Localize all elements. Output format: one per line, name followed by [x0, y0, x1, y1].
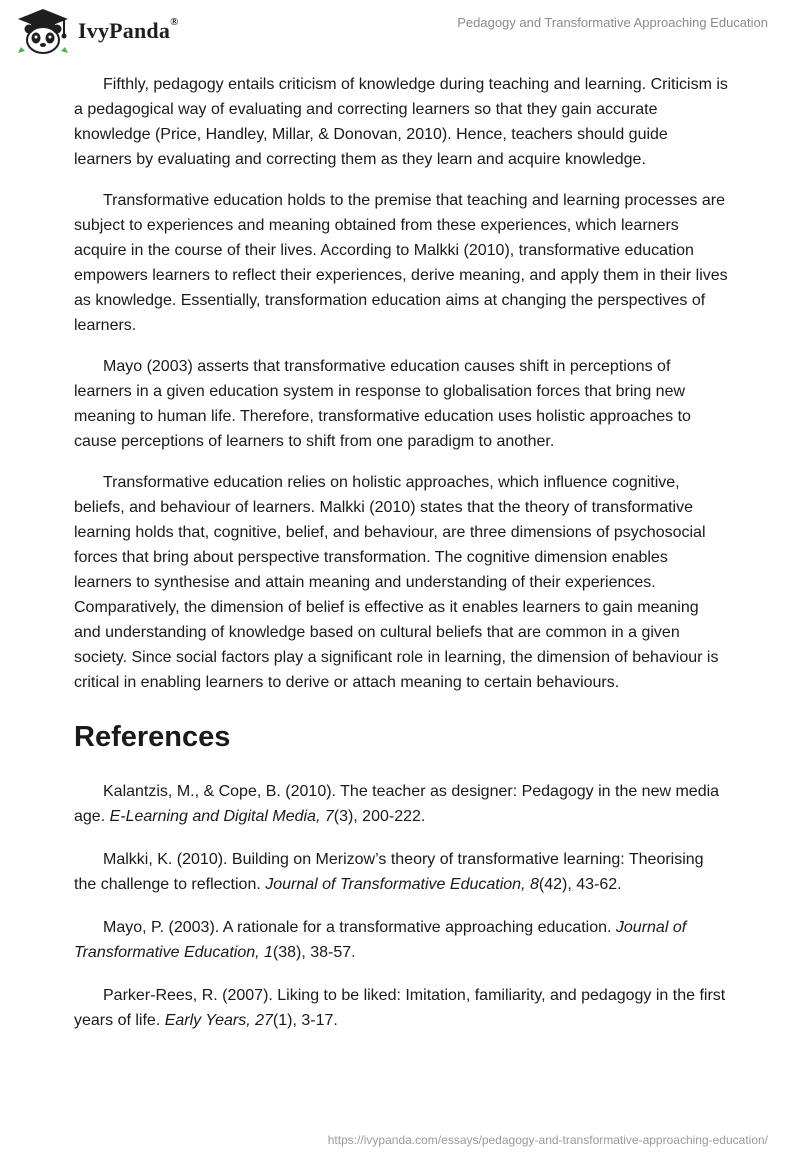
page-header [0, 0, 800, 62]
reference-item: Mayo, P. (2003). A rationale for a transformative approaching education. Journal of Transformative Education, 1(38), 38-57. [74, 919, 687, 961]
reference-item: Parker-Rees, R. (2007). Liking to be liked: Imitation, familiarity, and pedagogy in the first years of life. Early Years, 27(1), 3-17. [74, 987, 726, 1029]
reference-item: Malkki, K. (2010). Building on Merizow’s theory of transformative learning: Theorising the challenge to reflection. Journal of Transformative Education, 8(42), 43-62. [74, 851, 704, 893]
source-url-link[interactable]: https://ivypanda.com/essays/pedagogy-and-transformative-approaching-education/ [327, 1133, 768, 1147]
panda-graduate-icon [14, 7, 72, 55]
essay-content [74, 72, 728, 1051]
brand-logo[interactable] [14, 7, 179, 55]
body-paragraph: Mayo (2003) asserts that transformative education causes shift in perceptions of learners in a given education system in response to globalisation forces that bring new meaning to human life. Therefore, transformative education uses holistic approaches to cause perceptions of learners to shift from one paradigm to another. [74, 358, 691, 450]
brand-name: IvyPanda® [78, 16, 179, 43]
body-paragraph: Fifthly, pedagogy entails criticism of knowledge during teaching and learning. Criticism is a pedagogical way of evaluating and correcting learners so that they gain accurate knowledge (Price, Handley, Millar, & Donovan, 2010). Hence, teachers should guide learners by evaluating and correcting them as they learn and acquire knowledge. [74, 76, 728, 168]
running-title: Pedagogy and Transformative Approaching Education [457, 15, 768, 30]
body-paragraph: Transformative education holds to the premise that teaching and learning processes are subject to experiences and meaning obtained from these experiences, which learners acquire in the course of their lives. According to Malkki (2010), transformative education empowers learners to reflect their experiences, derive meaning, and apply them in their lives as knowledge. Essentially, transformation education aims at changing the perspectives of learners. [74, 192, 728, 334]
body-paragraph: Transformative education relies on holistic approaches, which influence cognitive, beliefs, and behaviour of learners. Malkki (2010) states that the theory of transformative learning holds that, cognitive, belief, and behaviour, are three dimensions of psychosocial forces that bring about perspective transformation. The cognitive dimension enables learners to synthesise and attain meaning and understanding of their experiences. Comparatively, the dimension of belief is effective as it enables learners to gain meaning and understanding of knowledge based on cultural beliefs that are common in a given society. Since social factors play a significant role in learning, the dimension of behaviour is critical in enabling learners to derive or attach meaning to certain behaviours. [74, 474, 719, 691]
reference-item: Kalantzis, M., & Cope, B. (2010). The teacher as designer: Pedagogy in the new media age. E-Learning and Digital Media, 7(3), 200-222. [74, 783, 720, 825]
references-heading: References [74, 721, 231, 753]
